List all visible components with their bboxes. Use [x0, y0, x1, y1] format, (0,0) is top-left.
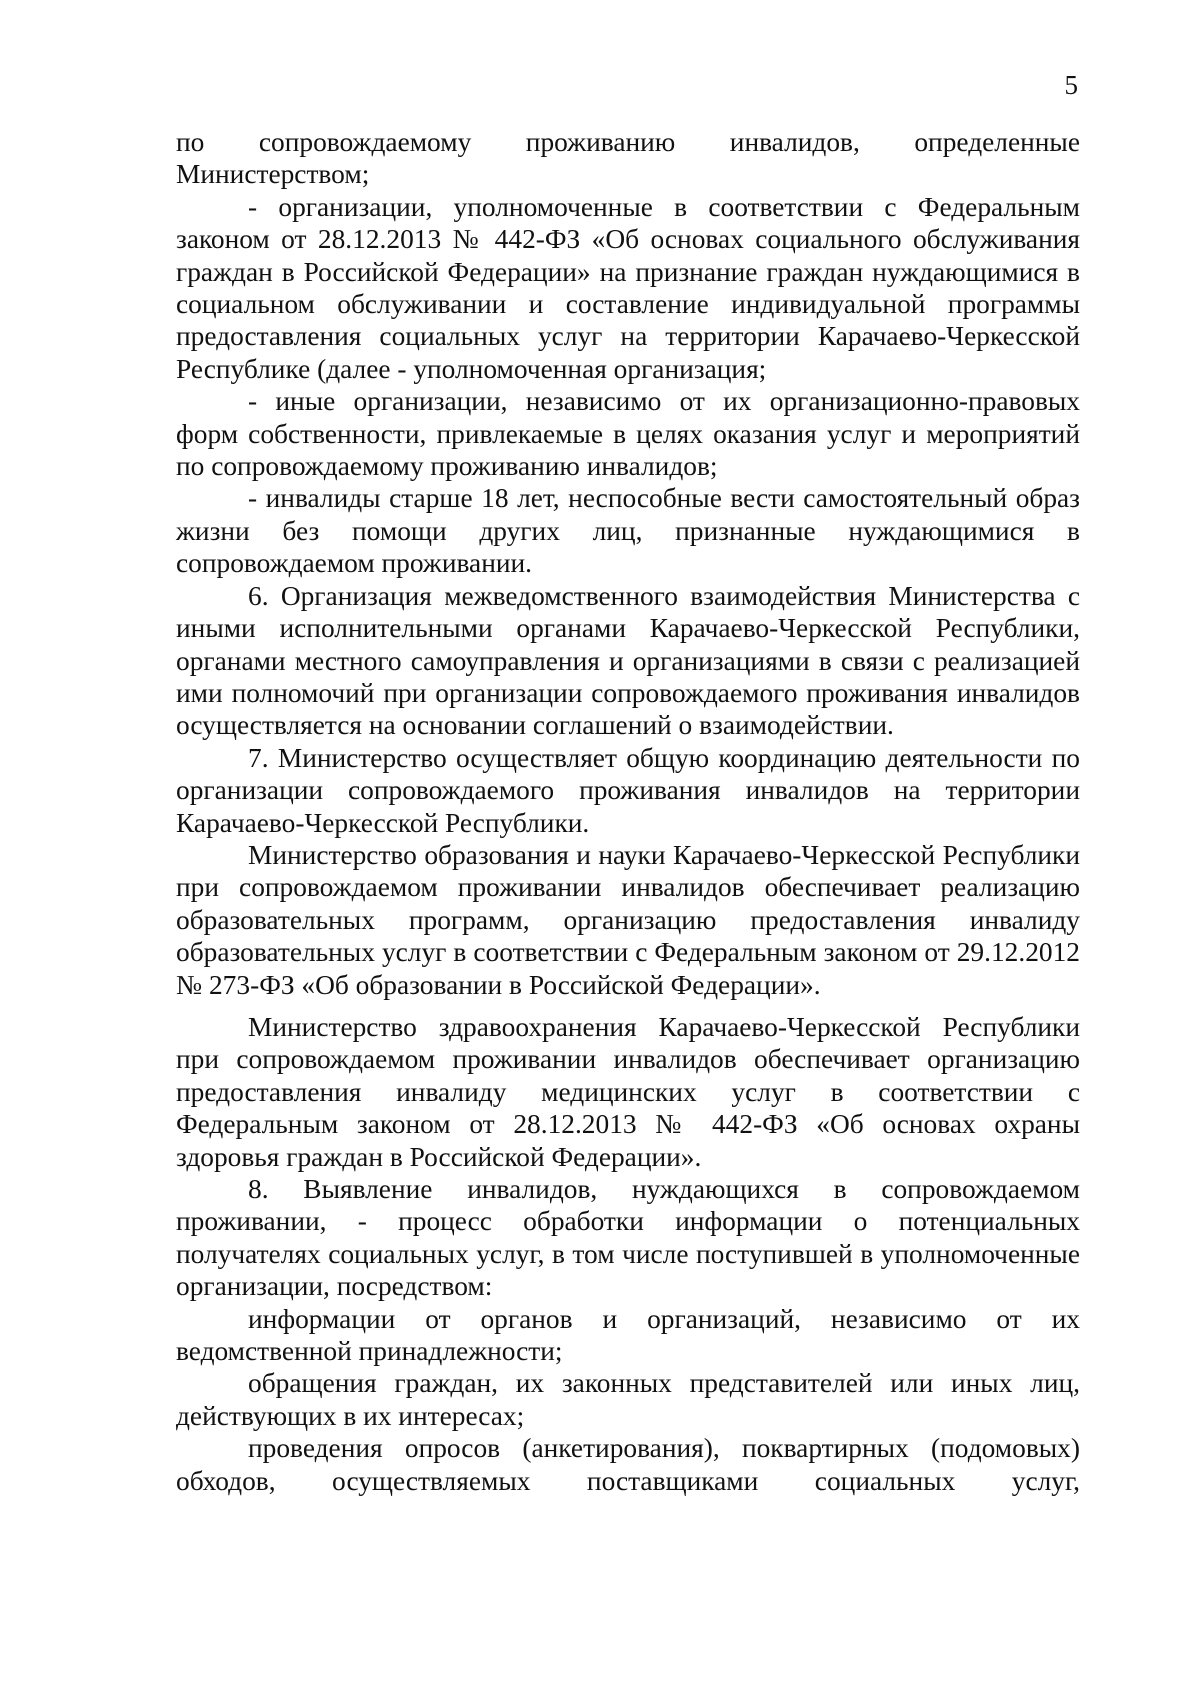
list-item-citizen-appeals: обращения граждан, их законных представителей или иных лиц, действующих в их интересах; — [176, 1368, 1080, 1431]
paragraph-ministry-education: Министерство образования и науки Карачаево-Черкесской Республики при сопровождаемом проживании инвалидов обеспечивает реализацию образовательных программ, организацию предоставления инвалиду образовательных услуг в соответствии с Федеральным законом от 29.12.2012 № 273-ФЗ «Об образовании в Российской Федерации». — [176, 839, 1080, 1000]
list-item-authorized-organizations: - организации, уполномоченные в соответствии с Федеральным законом от 28.12.2013 № 442-ФЗ «Об основах социального обслуживания граждан в Российской Федерации» на признание граждан нуждающимися в социальном обслуживании и составление индивидуальной программы предоставления социальных услуг на территории Карачаево-Черкесской Республике (далее - уполномоченная организация; — [176, 191, 1080, 384]
document-body — [176, 126, 1080, 1497]
paragraph-ministry-health: Министерство здравоохранения Карачаево-Черкесской Республики при сопровождаемом проживании инвалидов обеспечивает организацию предоставления инвалиду медицинских услуг в соответствии с Федеральным законом от 28.12.2013 № 442-ФЗ «Об основах охраны здоровья граждан в Российской Федерации». — [176, 1011, 1080, 1172]
list-item-other-organizations: - иные организации, независимо от их организационно-правовых форм собственности, привлекаемые в целях оказания услуг и мероприятий по сопровождаемому проживанию инвалидов; — [176, 386, 1080, 482]
paragraph-section-7: 7. Министерство осуществляет общую координацию деятельности по организации сопровождаемого проживания инвалидов на территории Карачаево-Черкесской Республики. — [176, 742, 1080, 838]
paragraph-section-6: 6. Организация межведомственного взаимодействия Министерства с иными исполнительными органами Карачаево-Черкесской Республики, органами местного самоуправления и организациями в связи с реализацией ими полномочий при организации сопровождаемого проживания инвалидов осуществляется на основании соглашений о взаимодействии. — [176, 580, 1080, 741]
list-item-information-sources: информации от органов и организаций, независимо от их ведомственной принадлежности; — [176, 1303, 1080, 1367]
paragraph-section-8: 8. Выявление инвалидов, нуждающихся в сопровождаемом проживании, - процесс обработки информации о потенциальных получателях социальных услуг, в том числе поступившей в уполномоченные организации, посредством: — [176, 1174, 1080, 1302]
list-item-surveys: проведения опросов (анкетирования), поквартирных (подомовых) обходов, осуществляемых поставщиками социальных услуг, — [176, 1433, 1080, 1496]
paragraph-continuation: по сопровождаемому проживанию инвалидов, определенные Министерством; — [176, 127, 1080, 190]
page-number: 5 — [1064, 70, 1078, 100]
list-item-disabled-persons: - инвалиды старше 18 лет, неспособные вести самостоятельный образ жизни без помощи других лиц, признанные нуждающимися в сопровождаемом проживании. — [176, 483, 1080, 579]
